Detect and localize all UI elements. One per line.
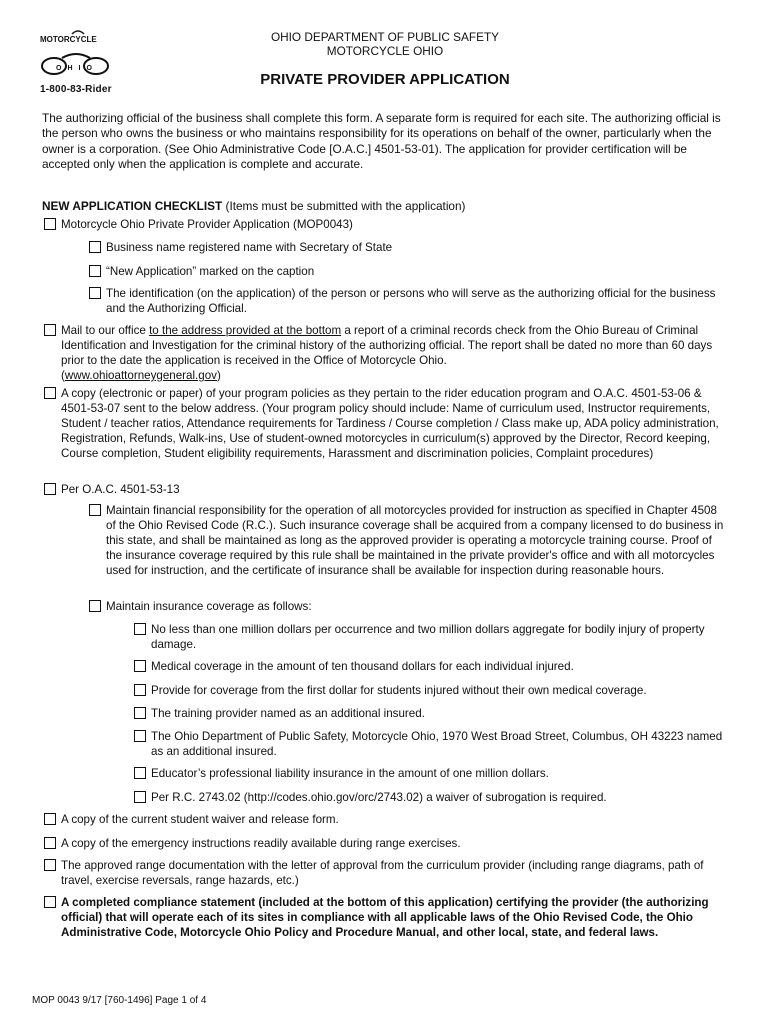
checklist-sub-financial <box>89 503 729 578</box>
checklist-item-label: A copy of the current student waiver and release form. <box>61 813 339 826</box>
intro-paragraph: The authorizing official of the business shall complete this form. A separate form is required for each site. The authorizing official is the person who owns the business or who maintains responsibility for its operations on behalf of the owner, particularly when the owner is a corporation. (See Ohio Administrative Code [O.A.C.] 4501-53-01). The application for provider certification will be accepted only when the application is complete and accurate. <box>42 111 721 171</box>
checklist-item-application <box>44 217 734 232</box>
checklist-item-label: Medical coverage in the amount of ten thousand dollars for each individual injured. <box>151 660 574 673</box>
insurance-item-waiver <box>134 790 732 805</box>
checklist-item-label: A copy (electronic or paper) of your program policies as they pertain to the rider education program and O.A.C. 4501-53-06 & 4501-53-07 sent to the below address. (Your program policy should include: Name of curriculum used, Instructor requirements, Student / teacher ratios, Attendance requirements for Tardiness / Course completion / Class make up, ADA policy administration, Registration, Refunds, Walk-ins, Use of student-owned motorcycles in curriculum(s) approved by the Director, Record keeping, Course completion, Student eligibility requirements, Harassment and discrimination policies, Complaint procedures) <box>61 387 719 460</box>
checklist-sub-new-application <box>89 264 729 279</box>
checklist-item-label: A completed compliance statement (included at the bottom of this application) certifying the provider (the authorizing official) that will operate each of its sites in compliance with all applicable laws of the Ohio Revised Code, the Ohio Administrative Code, Motorcycle Ohio Policy and Procedure Manual, and other local, state, and federal laws. <box>61 896 709 939</box>
mail-text-pre: Mail to our office <box>61 324 150 337</box>
checklist-sub-insurance <box>89 599 729 614</box>
checklist-item-label: Per R.C. 2743.02 (http://codes.ohio.gov/orc/2743.02) a waiver of subrogation is required. <box>151 791 607 804</box>
checkbox[interactable] <box>44 483 56 495</box>
url-paren-close: ) <box>216 369 221 382</box>
checklist-item-waiver <box>44 812 734 827</box>
insurance-item-training-provider <box>134 706 732 721</box>
checkbox[interactable] <box>44 324 56 336</box>
checklist-item-label: The Ohio Department of Public Safety, Motorcycle Ohio, 1970 West Broad Street, Columbus, OH 43223 named as an additional insured. <box>151 730 723 758</box>
logo-phone: 1-800-83-Rider <box>40 84 112 95</box>
checkbox[interactable] <box>134 660 146 672</box>
checklist-item-label: Provide for coverage from the first dollar for students injured without their own medical coverage. <box>151 684 647 697</box>
checklist-item-label: Motorcycle Ohio Private Provider Application (MOP0043) <box>61 218 353 231</box>
page-footer: MOP 0043 9/17 [760-1496] Page 1 of 4 <box>32 995 207 1006</box>
checkbox[interactable] <box>89 287 101 299</box>
checkbox[interactable] <box>44 859 56 871</box>
checklist-item-label: “New Application” marked on the caption <box>106 265 315 278</box>
checklist-item-compliance <box>44 895 734 940</box>
insurance-item-educator <box>134 766 732 781</box>
checklist-item-label: No less than one million dollars per occurrence and two million dollars aggregate for bodily injury of property damage. <box>151 623 705 651</box>
url-paren-open: ( <box>61 369 65 382</box>
attorney-general-link[interactable]: www.ohioattorneygeneral.gov <box>64 369 217 382</box>
checkbox[interactable] <box>89 600 101 612</box>
checkbox[interactable] <box>44 387 56 399</box>
checklist-item-label: The approved range documentation with the letter of approval from the curriculum provider (including range diagrams, path of travel, exercise reversals, range hazards, etc.) <box>61 859 704 887</box>
checkbox[interactable] <box>134 623 146 635</box>
insurance-item-bodily <box>134 622 732 652</box>
checklist-item-label: Educator’s professional liability insurance in the amount of one million dollars. <box>151 767 549 780</box>
checkbox[interactable] <box>44 896 56 908</box>
checklist-item-emergency <box>44 836 734 851</box>
header-department: OHIO DEPARTMENT OF PUBLIC SAFETY <box>270 30 500 44</box>
checklist-heading-bold: NEW APPLICATION CHECKLIST <box>42 199 223 213</box>
checklist-heading-note: (Items must be submitted with the application) <box>222 199 466 213</box>
checkbox[interactable] <box>89 504 101 516</box>
checkbox[interactable] <box>89 265 101 277</box>
checklist-item-label: Business name registered name with Secretary of State <box>106 241 393 254</box>
checklist-item-label: Per O.A.C. 4501-53-13 <box>61 483 180 496</box>
checklist-item-label: The identification (on the application) of the person or persons who will serve as the authorizing official for the business and the Authorizing Official. <box>106 287 716 315</box>
checklist-item-per-oac <box>44 482 734 497</box>
mail-text-post: a report of a criminal records check from the Ohio Bureau of Criminal Identification and Investigation for the criminal history of the authorizing official. The report shall be dated no more than 60 days prior to the date the application is received in the Office of Motorcycle Ohio. <box>61 324 713 367</box>
checklist-item-policies <box>44 386 734 461</box>
checkbox[interactable] <box>134 707 146 719</box>
checkbox[interactable] <box>89 241 101 253</box>
checkbox[interactable] <box>134 767 146 779</box>
checklist-item-label: A copy of the emergency instructions readily available during range exercises. <box>61 837 461 850</box>
checkbox[interactable] <box>44 218 56 230</box>
checkbox[interactable] <box>134 730 146 742</box>
insurance-item-medical <box>134 659 732 674</box>
checklist-item-label: Maintain insurance coverage as follows: <box>106 600 312 613</box>
checklist-item-mail <box>44 323 734 383</box>
checklist-sub-business-name <box>89 240 729 255</box>
checklist-item-label <box>61 323 734 383</box>
checklist-item-range <box>44 858 734 888</box>
logo-brand-top: MOTORCYCLE <box>40 35 97 44</box>
header-division: MOTORCYCLE OHIO <box>326 44 444 58</box>
checkbox[interactable] <box>44 837 56 849</box>
address-link[interactable]: to the address provided at the bottom <box>149 324 342 337</box>
logo-brand-state: OHIO <box>56 65 98 72</box>
insurance-item-first-dollar <box>134 683 732 698</box>
checkbox[interactable] <box>134 791 146 803</box>
page-title: PRIVATE PROVIDER APPLICATION <box>260 71 510 88</box>
checkbox[interactable] <box>134 684 146 696</box>
checklist-item-label: The training provider named as an additional insured. <box>151 707 425 720</box>
insurance-item-odps <box>134 729 732 759</box>
checklist-item-label: Maintain financial responsibility for the operation of all motorcycles provided for instruction as specified in Chapter 4508 of the Ohio Revised Code (R.C.). Such insurance coverage shall be acquired from a company licensed to do business in this state, and shall be maintained as long as the approved provider is operating a motorcycle training course. Proof of the insurance coverage required by this rule shall be maintained in the private provider's office and with all motorcycles used for instruction, and the certificate of insurance shall be available for inspection during reasonable hours. <box>106 504 724 577</box>
checkbox[interactable] <box>44 813 56 825</box>
checklist-sub-identification <box>89 286 729 316</box>
checklist-heading <box>42 199 466 214</box>
